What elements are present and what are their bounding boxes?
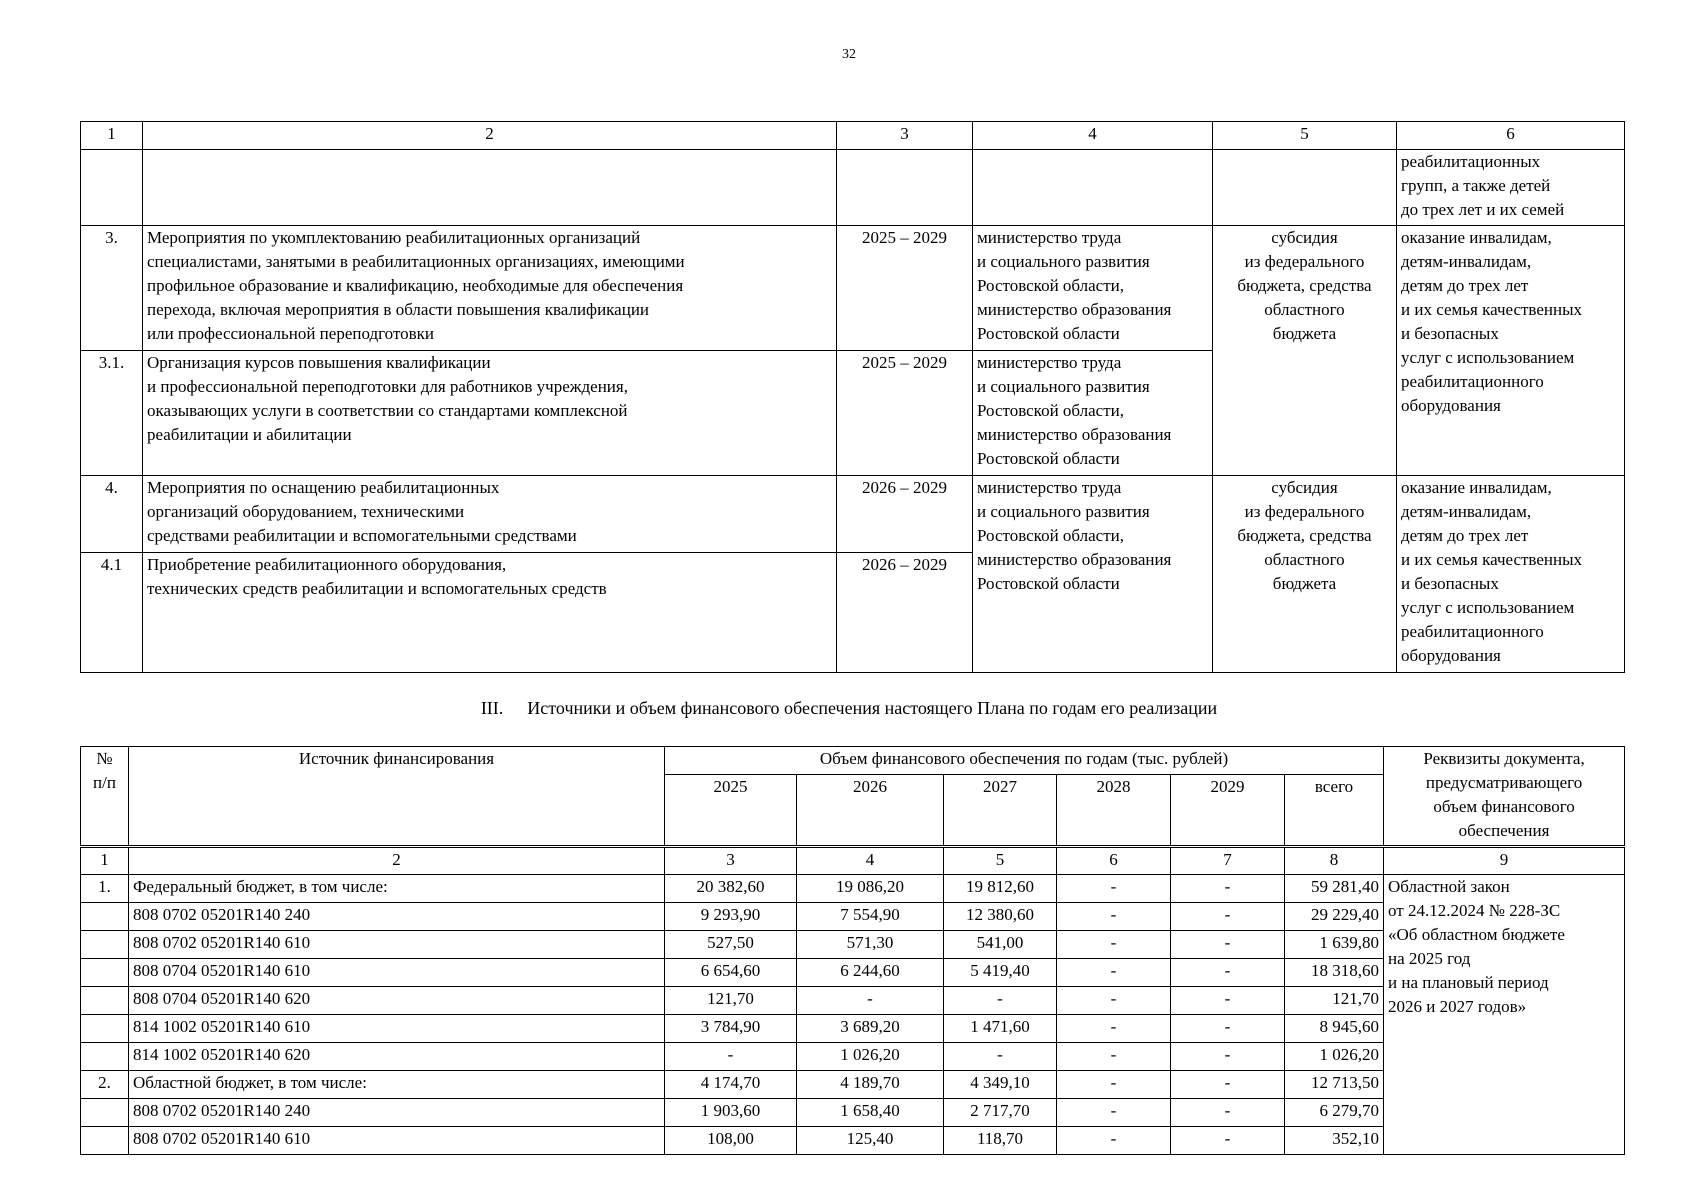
value-2027: 541,00 [944,931,1057,959]
value-2025: 4 174,70 [665,1071,797,1099]
value-2025: 9 293,90 [665,903,797,931]
row-name: Мероприятия по укомплектованию реабилитационных организаций специалистами, занятыми в реабилитационных организациях, имеющими профильное образование и квалификацию, необходимые для обеспечения перехода, включая мероприятия в области повышения квалификации или профессиональной переподготовки [143,226,837,351]
value-2027: - [944,1043,1057,1071]
header-year: 2028 [1057,775,1171,847]
col-header-3: 3 [837,122,973,150]
value-2026: 4 189,70 [797,1071,944,1099]
value-2027: 19 812,60 [944,875,1057,903]
value-2028: - [1057,959,1171,987]
value-2029: - [1171,1127,1285,1155]
row-source: 808 0702 05201R140 610 [129,1127,665,1155]
table-row [81,226,1625,351]
value-total: 59 281,40 [1285,875,1384,903]
value-2025: 527,50 [665,931,797,959]
value-total: 12 713,50 [1285,1071,1384,1099]
value-total: 6 279,70 [1285,1099,1384,1127]
value-2025: - [665,1043,797,1071]
row-number [81,903,129,931]
value-total: 121,70 [1285,987,1384,1015]
value-total: 1 639,80 [1285,931,1384,959]
row-period: 2026 – 2029 [837,476,973,553]
value-2028: - [1057,1099,1171,1127]
value-2025: 108,00 [665,1127,797,1155]
value-total: 1 026,20 [1285,1043,1384,1071]
value-2029: - [1171,1043,1285,1071]
page-number: 32 [842,47,856,62]
value-2026: 19 086,20 [797,875,944,903]
col-number: 8 [1285,847,1384,875]
row-number: 2. [81,1071,129,1099]
header-year: 2026 [797,775,944,847]
row-source: 808 0702 05201R140 610 [129,931,665,959]
header-year: 2027 [944,775,1057,847]
row-number: 3. [81,226,143,351]
value-2025: 1 903,60 [665,1099,797,1127]
row-period: 2025 – 2029 [837,351,973,476]
row-source: Федеральный бюджет, в том числе: [129,875,665,903]
value-2026: 7 554,90 [797,903,944,931]
value-2027: 4 349,10 [944,1071,1057,1099]
value-2029: - [1171,959,1285,987]
row-number [81,1015,129,1043]
value-2026: 1 026,20 [797,1043,944,1071]
section-title: III. Источники и объем финансового обеспечения настоящего Плана по годам его реализации [480,698,1218,718]
row-number [81,1043,129,1071]
row-expected-result: оказание инвалидам, детям-инвалидам, детям до трех лет и их семья качественных и безопасных услуг с использованием реабилитационного оборудования [1397,476,1625,673]
row-number [81,1127,129,1155]
row-funding-source: субсидия из федерального бюджета, средства областного бюджета [1213,476,1397,673]
col-header-2: 2 [143,122,837,150]
value-2029: - [1171,1015,1285,1043]
value-2028: - [1057,1015,1171,1043]
row-funding-source: субсидия из федерального бюджета, средства областного бюджета [1213,226,1397,476]
row-name: Организация курсов повышения квалификации и профессиональной переподготовки для работников учреждения, оказывающих услуги в соответствии со стандартами комплексной реабилитации и абилитации [143,351,837,476]
value-2029: - [1171,987,1285,1015]
header-row [81,747,1625,775]
value-2029: - [1171,931,1285,959]
value-2026: - [797,987,944,1015]
activities-table [80,121,1625,673]
value-2026: 6 244,60 [797,959,944,987]
continuation-result: реабилитационных групп, а также детей до трех лет и их семей [1397,150,1625,226]
value-2029: - [1171,875,1285,903]
row-source: 808 0704 05201R140 610 [129,959,665,987]
row-executor: министерство труда и социального развития Ростовской области, министерство образования Ростовской области [973,476,1213,673]
value-2028: - [1057,1127,1171,1155]
value-total: 18 318,60 [1285,959,1384,987]
value-2026: 571,30 [797,931,944,959]
value-total: 29 229,40 [1285,903,1384,931]
col-number: 6 [1057,847,1171,875]
row-source: Областной бюджет, в том числе: [129,1071,665,1099]
col-header-5: 5 [1213,122,1397,150]
value-2026: 125,40 [797,1127,944,1155]
row-source: 814 1002 05201R140 610 [129,1015,665,1043]
value-2028: - [1057,1043,1171,1071]
value-total: 8 945,60 [1285,1015,1384,1043]
col-header-4: 4 [973,122,1213,150]
row-period: 2025 – 2029 [837,226,973,351]
value-2025: 121,70 [665,987,797,1015]
row-number: 1. [81,875,129,903]
column-numbers-row [81,847,1625,875]
value-2027: 118,70 [944,1127,1057,1155]
row-source: 808 0702 05201R140 240 [129,903,665,931]
header-requisites: Реквизиты документа, предусматривающего объем финансового обеспечения [1384,747,1625,847]
value-2027: 1 471,60 [944,1015,1057,1043]
row-number: 4. [81,476,143,553]
row-number [81,1099,129,1127]
col-number: 5 [944,847,1057,875]
value-2028: - [1057,903,1171,931]
row-expected-result: оказание инвалидам, детям-инвалидам, детям до трех лет и их семья качественных и безопасных услуг с использованием реабилитационного оборудования [1397,226,1625,476]
value-2027: 12 380,60 [944,903,1057,931]
row-number: 3.1. [81,351,143,476]
row-number [81,987,129,1015]
header-row [81,122,1625,150]
header-year: 2025 [665,775,797,847]
row-name: Мероприятия по оснащению реабилитационных организаций оборудованием, техническими средствами реабилитации и вспомогательными средствами [143,476,837,553]
value-2027: - [944,987,1057,1015]
value-2026: 1 658,40 [797,1099,944,1127]
value-2028: - [1057,875,1171,903]
row-executor: министерство труда и социального развития Ростовской области, министерство образования Ростовской области [973,226,1213,351]
value-2028: - [1057,931,1171,959]
row-source: 814 1002 05201R140 620 [129,1043,665,1071]
row-source: 808 0704 05201R140 620 [129,987,665,1015]
value-2025: 6 654,60 [665,959,797,987]
col-number: 4 [797,847,944,875]
row-source: 808 0702 05201R140 240 [129,1099,665,1127]
header-total: всего [1285,775,1384,847]
header-number: № п/п [81,747,129,847]
value-2029: - [1171,903,1285,931]
value-2025: 3 784,90 [665,1015,797,1043]
value-2028: - [1057,1071,1171,1099]
value-total: 352,10 [1285,1127,1384,1155]
row-period: 2026 – 2029 [837,553,973,673]
row-number [81,959,129,987]
value-2027: 2 717,70 [944,1099,1057,1127]
col-number: 3 [665,847,797,875]
row-number: 4.1 [81,553,143,673]
financing-table [80,746,1625,1155]
col-number: 9 [1384,847,1625,875]
col-number: 2 [129,847,665,875]
value-2026: 3 689,20 [797,1015,944,1043]
table-row [81,875,1625,903]
col-header-1: 1 [81,122,143,150]
col-header-6: 6 [1397,122,1625,150]
value-2025: 20 382,60 [665,875,797,903]
row-executor: министерство труда и социального развития Ростовской области, министерство образования Ростовской области [973,351,1213,476]
document-requisites: Областной закон от 24.12.2024 № 228-ЗС «Об областном бюджете на 2025 год и на плановый период 2026 и 2027 годов» [1384,875,1625,1155]
table-row [81,476,1625,553]
header-volume: Объем финансового обеспечения по годам (тыс. рублей) [665,747,1384,775]
value-2029: - [1171,1099,1285,1127]
col-number: 1 [81,847,129,875]
continuation-row [81,150,1625,226]
row-name: Приобретение реабилитационного оборудования, технических средств реабилитации и вспомогательных средств [143,553,837,673]
value-2028: - [1057,987,1171,1015]
col-number: 7 [1171,847,1285,875]
header-year: 2029 [1171,775,1285,847]
row-number [81,931,129,959]
value-2029: - [1171,1071,1285,1099]
header-source: Источник финансирования [129,747,665,847]
value-2027: 5 419,40 [944,959,1057,987]
